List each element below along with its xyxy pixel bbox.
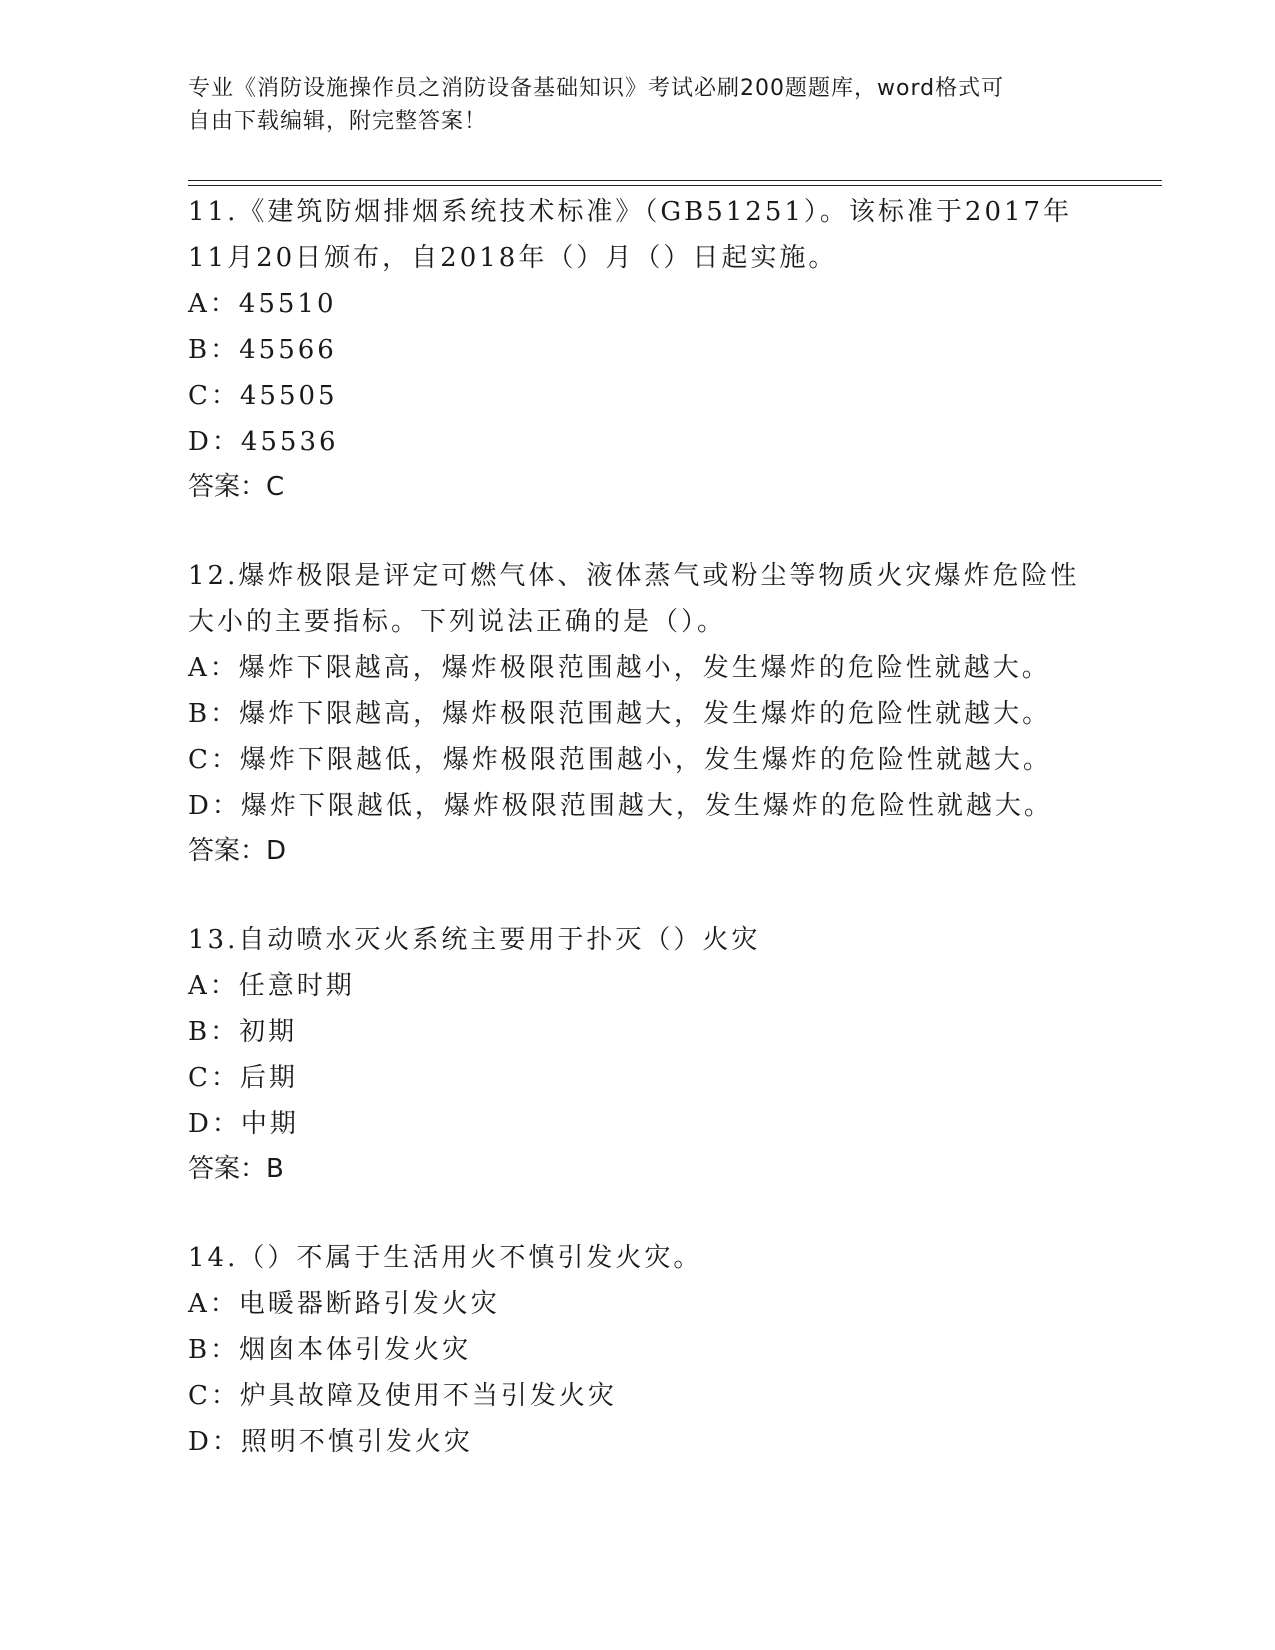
answer: 答案：D (188, 836, 287, 866)
question-text: 13.自动喷水灭火系统主要用于扑灭（）火灾 (188, 925, 761, 955)
header-line-1: 专业《消防设施操作员之消防设备基础知识》考试必刷200题题库，word格式可 (188, 76, 1005, 101)
question-11 (188, 189, 1088, 509)
question-list (188, 189, 1088, 1509)
answer: 答案：C (188, 472, 285, 502)
option-a: A：任意时期 (188, 971, 355, 1001)
option-a: A：爆炸下限越高，爆炸极限范围越小，发生爆炸的危险性就越大。 (188, 653, 1051, 683)
question-text: 12.爆炸极限是评定可燃气体、液体蒸气或粉尘等物质火灾爆炸危险性大小的主要指标。下列说法正确的是（）。 (188, 561, 1080, 637)
option-a: A：电暖器断路引发火灾 (188, 1289, 500, 1319)
option-a: A：45510 (188, 289, 337, 319)
question-12 (188, 553, 1088, 873)
header-line-2: 自由下载编辑，附完整答案！ (188, 109, 488, 134)
option-c: C：45505 (188, 381, 338, 411)
question-13 (188, 917, 1088, 1191)
option-c: C：炉具故障及使用不当引发火灾 (188, 1381, 617, 1411)
question-text: 14.（）不属于生活用火不慎引发火灾。 (188, 1243, 703, 1273)
option-c: C：爆炸下限越低，爆炸极限范围越小，发生爆炸的危险性就越大。 (188, 745, 1052, 775)
option-d: D：爆炸下限越低，爆炸极限范围越大，发生爆炸的危险性就越大。 (188, 791, 1053, 821)
header-divider-bottom (188, 185, 1162, 186)
option-b: B：烟囱本体引发火灾 (188, 1335, 472, 1365)
question-14 (188, 1235, 1088, 1465)
option-d: D：照明不慎引发火灾 (188, 1427, 473, 1457)
option-b: B：初期 (188, 1017, 298, 1047)
question-text: 11.《建筑防烟排烟系统技术标准》（GB51251）。该标准于2017年11月20日颁布，自2018年（）月（）日起实施。 (188, 197, 1073, 273)
option-d: D：45536 (188, 427, 339, 457)
document-header (188, 72, 1088, 138)
answer: 答案：B (188, 1154, 284, 1184)
option-b: B：爆炸下限越高，爆炸极限范围越大，发生爆炸的危险性就越大。 (188, 699, 1052, 729)
option-c: C：后期 (188, 1063, 298, 1093)
option-d: D：中期 (188, 1109, 299, 1139)
option-b: B：45566 (188, 335, 337, 365)
header-divider-top (188, 180, 1162, 181)
